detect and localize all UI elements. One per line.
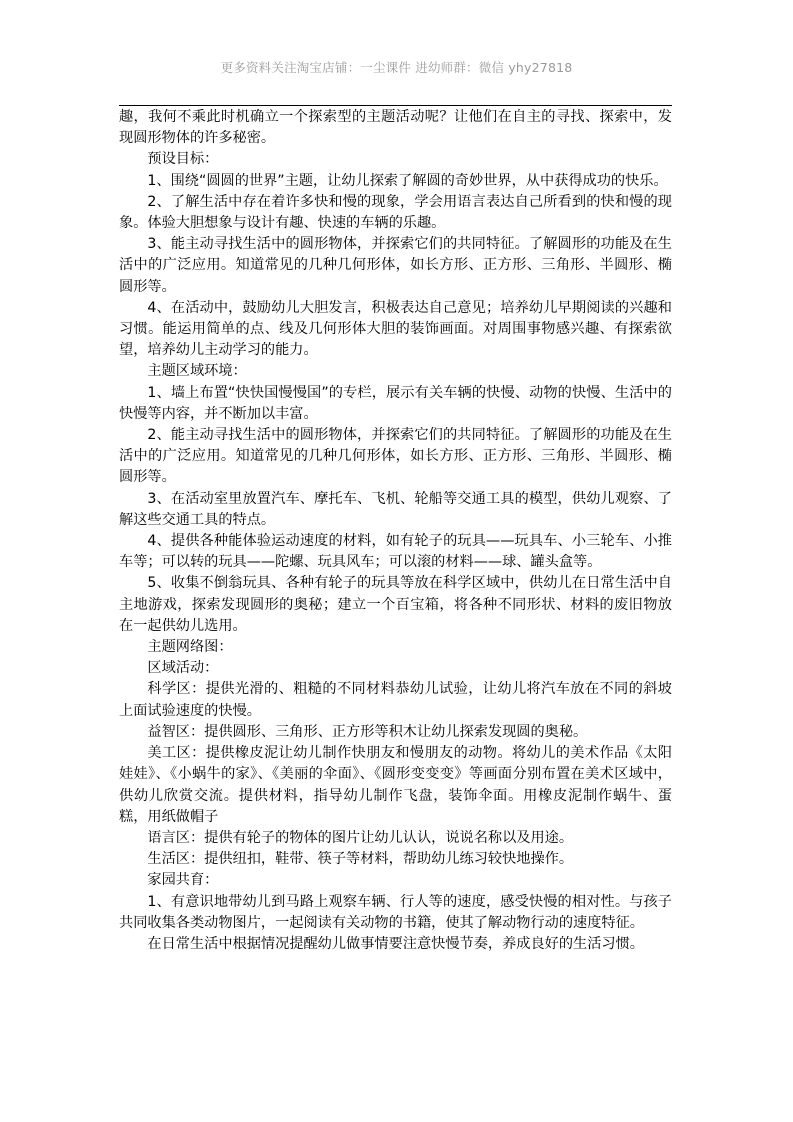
paragraph: 2、能主动寻找生活中的圆形物体，并探索它们的共同特征。了解圆形的功能及在生活中的广泛应用。知道常见的几种几何形体，如长方形、正方形、三角形、半圆形、椭圆形等。 (119, 427, 672, 486)
header-rule (119, 105, 672, 106)
paragraph: 1、围绕“圆圆的世界”主题，让幼儿探索了解圆的奇妙世界，从中获得成功的快乐。 (147, 172, 668, 189)
paragraph: 3、能主动寻找生活中的圆形物体，并探索它们的共同特征。了解圆形的功能及在生活中的广泛应用。知道常见的几种几何形体，如长方形、正方形、三角形、半圆形、椭圆形等。 (119, 236, 672, 295)
paragraph: 美工区：提供橡皮泥让幼儿制作快朋友和慢朋友的动物。将幼儿的美术作品《太阳娃娃》、《小蜗牛的家》、《美丽的伞面》、《圆形变变变》等画面分别布置在美术区域中，供幼儿欣赏交流。提供材料，指导幼儿制作飞盘，装饰伞面。用橡皮泥制作蜗牛、蛋糕，用纸做帽子 (119, 745, 672, 825)
paragraph: 语言区：提供有轮子的物体的图片让幼儿认认，说说名称以及用途。 (147, 829, 574, 846)
paragraph: 主题网络图： (147, 639, 233, 656)
paragraph: 预设目标： (147, 151, 219, 168)
paragraph: 3、在活动室里放置汽车、摩托车、飞机、轮船等交通工具的模型，供幼儿观察、了解这些交通工具的特点。 (119, 490, 672, 528)
paragraph: 4、在活动中，鼓励幼儿大胆发言，积极表达自己意见；培养幼儿早期阅读的兴趣和习惯。能运用简单的点、线及几何形体大胆的装饰画面。对周围事物感兴趣、有探索欲望，培养幼儿主动学习的能力。 (119, 299, 672, 359)
paragraph: 科学区：提供光滑的、粗糙的不同材料恭幼儿试验，让幼儿将汽车放在不同的斜坡上面试验速度的快慢。 (119, 681, 672, 719)
document-body (119, 107, 672, 955)
paragraph: 2、了解生活中存在着许多快和慢的现象，学会用语言表达自己所看到的快和慢的现象。体验大胆想象与设计有趣、快速的车辆的乐趣。 (119, 193, 672, 232)
paragraph: 生活区：提供纽扣，鞋带、筷子等材料，帮助幼儿练习较快地操作。 (147, 851, 574, 868)
paragraph: 在日常生活中根据情况提醒幼儿做事情要注意快慢节奏，养成良好的生活习惯。 (147, 935, 644, 952)
paragraph: 趣，我何不乘此时机确立一个探索型的主题活动呢？让他们在自主的寻找、探索中，发现圆形物体的许多秘密。 (119, 109, 672, 147)
paragraph: 1、有意识地带幼儿到马路上观察车辆、行人等的速度，感受快慢的相对性。与孩子共同收集各类动物图片，一起阅读有关动物的书籍，使其了解动物行动的速度特征。 (119, 893, 672, 931)
paragraph: 家园共育： (147, 872, 219, 889)
paragraph: 益智区：提供圆形、三角形、正方形等积木让幼儿探索发现圆的奥秘。 (147, 723, 588, 740)
paragraph: 主题区域环境： (147, 363, 247, 380)
paragraph: 1、墙上布置“快快国慢慢国”的专栏，展示有关车辆的快慢、动物的快慢、生活中的快慢等内容，并不断加以丰富。 (119, 384, 672, 422)
page-header-watermark: 更多资料关注淘宝店铺：一尘课件 进幼师群：微信 yhy27818 (220, 60, 573, 75)
paragraph: 区域活动： (147, 660, 219, 677)
paragraph: 4、提供各种能体验运动速度的材料，如有轮子的玩具——玩具车、小三轮车、小推车等；可以转的玩具——陀螺、玩具风车；可以滚的材料——球、罐头盒等。 (119, 533, 672, 571)
paragraph: 5、收集不倒翁玩具、各种有轮子的玩具等放在科学区域中，供幼儿在日常生活中自主地游戏，探索发现圆形的奥秘；建立一个百宝箱，将各种不同形状、材料的废旧物放在一起供幼儿选用。 (119, 575, 672, 634)
